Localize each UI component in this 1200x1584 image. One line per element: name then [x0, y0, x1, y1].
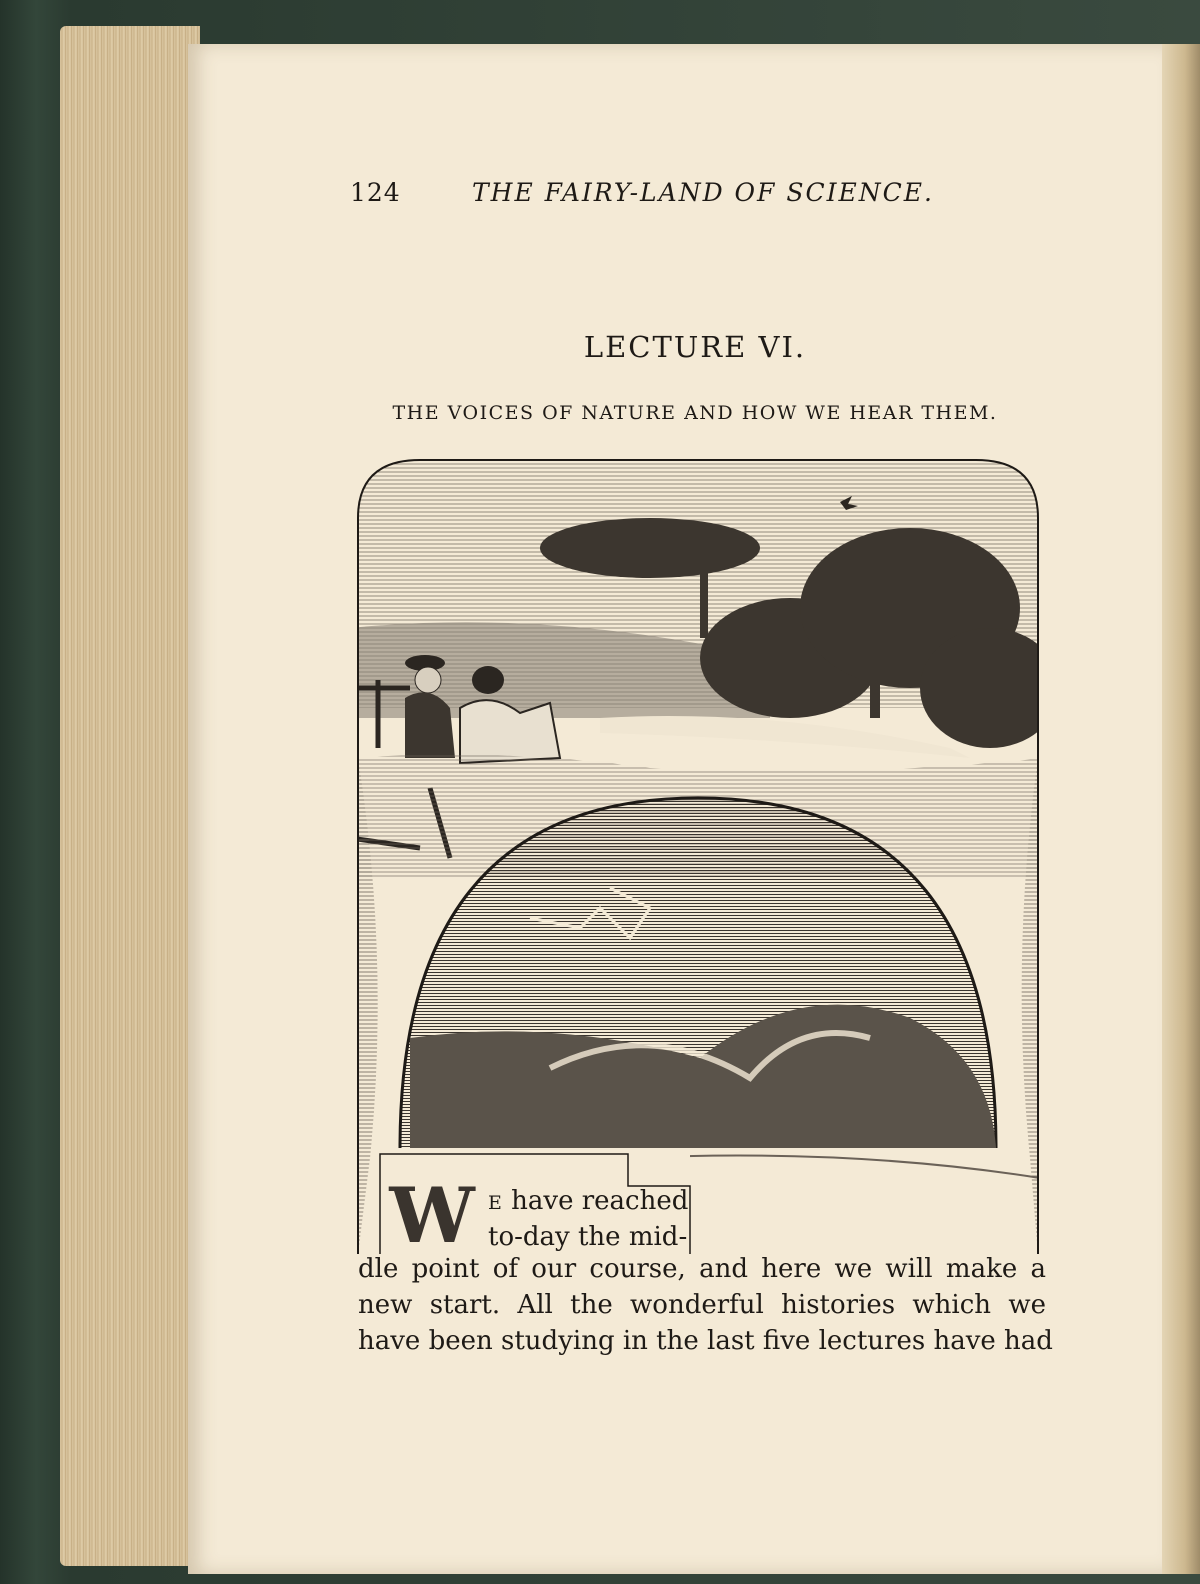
text-line-5: have been studying in the last five lectures have had	[358, 1326, 1053, 1356]
text-line-3: dle point of our course, and here we will make a	[358, 1254, 1046, 1284]
chapter-subtitle: THE VOICES OF NATURE AND HOW WE HEAR THEM.	[392, 402, 998, 424]
text-line-4: new start. All the wonderful histories which we	[358, 1290, 1046, 1320]
facing-page-edge	[1162, 44, 1200, 1574]
ornamental-drop-cap	[384, 1176, 480, 1256]
drop-cap-letter: W	[389, 1176, 475, 1256]
small-caps-e: E	[488, 1192, 503, 1214]
text-line-1	[488, 1186, 688, 1216]
running-title: THE FAIRY-LAND OF SCIENCE.	[472, 178, 934, 207]
text-line-2: to-day the mid-	[488, 1222, 688, 1252]
engraving-illustration	[350, 458, 1046, 1254]
stream	[600, 716, 970, 758]
page-edges-stack	[60, 26, 200, 1566]
chapter-title: LECTURE VI.	[583, 330, 807, 364]
line-1-text: have reached	[502, 1186, 689, 1216]
running-head	[350, 178, 1040, 218]
page-number: 124	[350, 178, 401, 207]
